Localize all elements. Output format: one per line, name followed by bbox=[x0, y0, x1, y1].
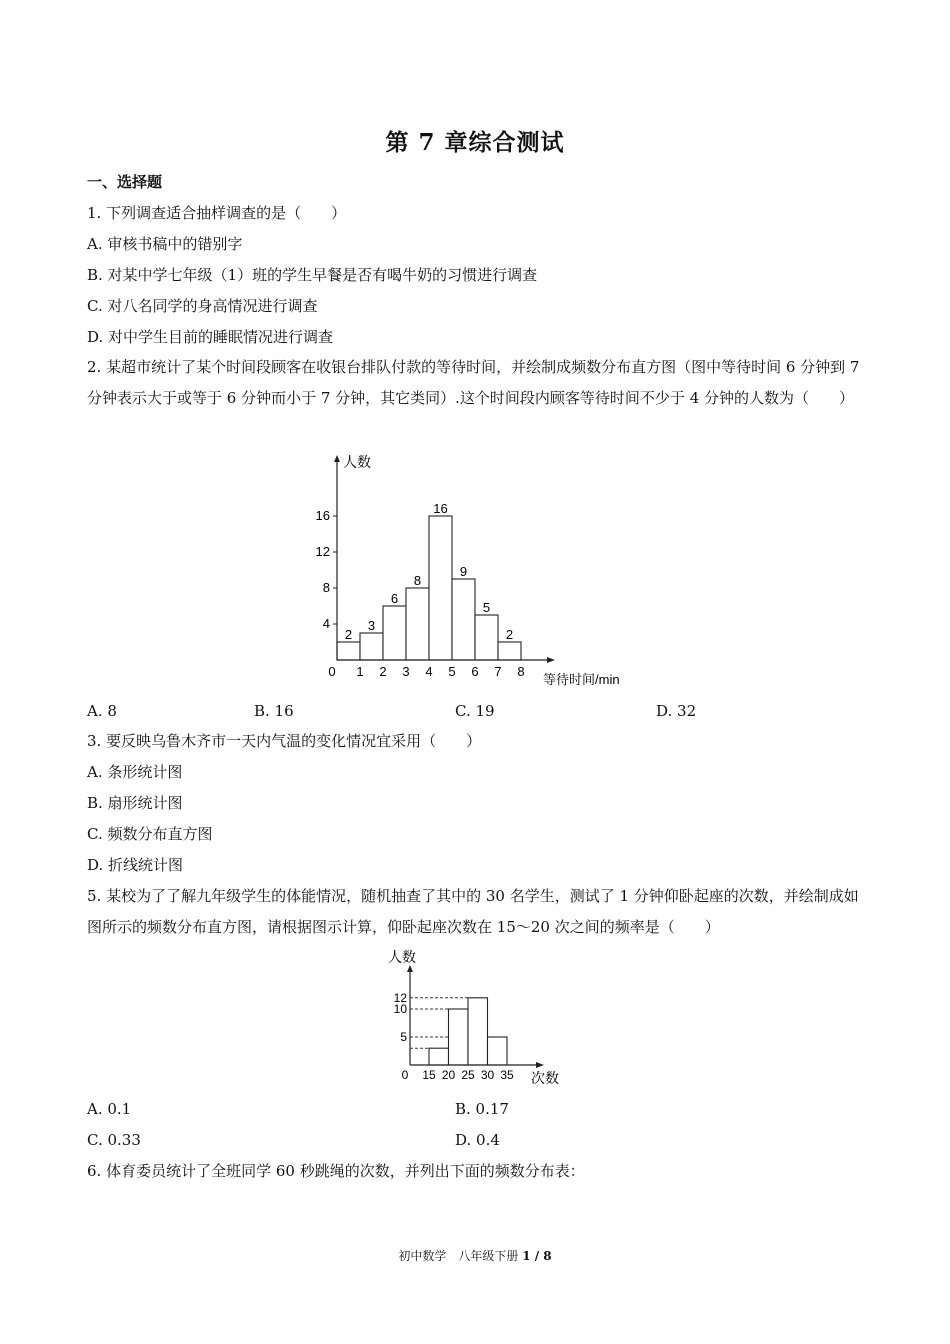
origin-label: 0 bbox=[401, 1068, 409, 1082]
y-tick-label: 12 bbox=[393, 990, 407, 1005]
page-footer bbox=[0, 1247, 950, 1264]
histogram-bar bbox=[360, 633, 383, 660]
x-tick-label: 0 bbox=[328, 664, 336, 679]
bar-value-label: 9 bbox=[459, 564, 468, 579]
x-tick-label: 20 bbox=[441, 1068, 456, 1082]
y-tick-label: 16 bbox=[315, 508, 330, 523]
y-tick-label: 12 bbox=[315, 544, 330, 559]
q5-option-c: C. 0.33 bbox=[87, 1131, 141, 1149]
bar-value-label: 3 bbox=[367, 618, 376, 633]
x-tick-label: 30 bbox=[480, 1068, 495, 1082]
q1-stem: 1. 下列调查适合抽样调查的是（ ） bbox=[87, 204, 347, 222]
histogram-bar bbox=[429, 516, 452, 660]
x-axis-title: 次数 bbox=[531, 1070, 559, 1086]
histogram-bar bbox=[468, 998, 488, 1065]
bar-value-label: 2 bbox=[505, 627, 514, 642]
bar-value-label: 16 bbox=[433, 501, 448, 516]
q3-option-d: D. 折线统计图 bbox=[87, 856, 184, 874]
q1-option-d: D. 对中学生目前的睡眠情况进行调查 bbox=[87, 328, 334, 346]
y-tick-label: 4 bbox=[322, 616, 330, 631]
histogram-bar bbox=[488, 1037, 508, 1065]
x-tick-label: 4 bbox=[425, 664, 433, 679]
q5-option-a: A. 0.1 bbox=[87, 1100, 132, 1118]
q5-option-d: D. 0.4 bbox=[455, 1131, 500, 1149]
x-tick-label: 35 bbox=[500, 1068, 514, 1082]
x-axis-title: 等待时间/min bbox=[543, 672, 620, 687]
section-heading: 一、选择题 bbox=[87, 173, 163, 191]
q5-stem: 5. 某校为了了解九年级学生的体能情况，随机抽查了其中的 30 名学生，测试了 1 分钟仰卧起座的次数，并绘制成如图所示的频数分布直方图，请根据图示计算，仰卧起座次数在 15～20 次之间的频率是（ ） bbox=[87, 887, 859, 936]
x-axis-arrow bbox=[547, 657, 555, 663]
histogram-bar bbox=[429, 1048, 449, 1065]
x-tick-label: 1 bbox=[356, 664, 364, 679]
q1-option-a: A. 审核书稿中的错别字 bbox=[87, 235, 243, 253]
histogram-bar bbox=[383, 606, 406, 660]
q2-option-b: B. 16 bbox=[254, 702, 294, 720]
q3-option-c: C. 频数分布直方图 bbox=[87, 825, 213, 843]
footer-page-number: 1 / 8 bbox=[522, 1249, 552, 1263]
x-tick-label: 7 bbox=[494, 664, 502, 679]
bar-value-label: 6 bbox=[390, 591, 399, 606]
x-tick-label: 2 bbox=[379, 664, 387, 679]
x-tick-label: 6 bbox=[471, 664, 479, 679]
bar-value-label: 5 bbox=[482, 600, 491, 615]
x-axis-arrow bbox=[536, 1062, 544, 1068]
y-axis-arrow bbox=[334, 455, 340, 462]
q2-option-a: A. 8 bbox=[87, 702, 117, 720]
histogram-bar bbox=[498, 642, 521, 660]
x-tick-label: 25 bbox=[461, 1068, 475, 1082]
histogram-bar bbox=[406, 588, 429, 660]
histogram-bar bbox=[449, 1009, 469, 1065]
waiting-time-histogram bbox=[315, 452, 635, 692]
page-title: 第 7 章综合测试 bbox=[385, 129, 565, 156]
y-axis-arrow bbox=[407, 965, 413, 972]
y-axis-title: 人数 bbox=[388, 949, 416, 965]
q2-option-d: D. 32 bbox=[656, 702, 697, 720]
q2-stem: 2. 某超市统计了某个时间段顾客在收银台排队付款的等待时间，并绘制成频数分布直方图（图中等待时间 6 分钟到 7 分钟表示大于或等于 6 分钟而小于 7 分钟，其它类同）.这个时间段内顾客等待时间不少于 4 分钟的人数为（ ） bbox=[87, 358, 860, 407]
q5-option-b: B. 0.17 bbox=[455, 1100, 509, 1118]
bar-value-label: 2 bbox=[344, 627, 353, 642]
y-tick-label: 10 bbox=[393, 1002, 407, 1016]
q1-option-c: C. 对八名同学的身高情况进行调查 bbox=[87, 297, 318, 315]
histogram-bar bbox=[475, 615, 498, 660]
y-tick-label: 5 bbox=[400, 1030, 407, 1044]
q3-option-a: A. 条形统计图 bbox=[87, 763, 183, 781]
q1-option-b: B. 对某中学七年级（1）班的学生早餐是否有喝牛奶的习惯进行调查 bbox=[87, 266, 538, 284]
situps-histogram bbox=[383, 946, 568, 1091]
q3-stem: 3. 要反映乌鲁木齐市一天内气温的变化情况宜采用（ ） bbox=[87, 732, 482, 750]
y-tick-label: 8 bbox=[322, 580, 330, 595]
x-tick-label: 3 bbox=[402, 664, 410, 679]
q3-option-b: B. 扇形统计图 bbox=[87, 794, 183, 812]
histogram-bar bbox=[337, 642, 360, 660]
x-tick-label: 8 bbox=[517, 664, 525, 679]
x-tick-label: 15 bbox=[422, 1068, 436, 1082]
q2-option-c: C. 19 bbox=[455, 702, 495, 720]
bar-value-label: 8 bbox=[413, 573, 422, 588]
y-axis-title: 人数 bbox=[343, 454, 371, 470]
q6-stem: 6. 体育委员统计了全班同学 60 秒跳绳的次数，并列出下面的频数分布表： bbox=[87, 1162, 585, 1180]
x-tick-label: 5 bbox=[448, 664, 456, 679]
footer-subject: 初中数学 八年级下册 bbox=[398, 1249, 519, 1263]
histogram-bar bbox=[452, 579, 475, 660]
